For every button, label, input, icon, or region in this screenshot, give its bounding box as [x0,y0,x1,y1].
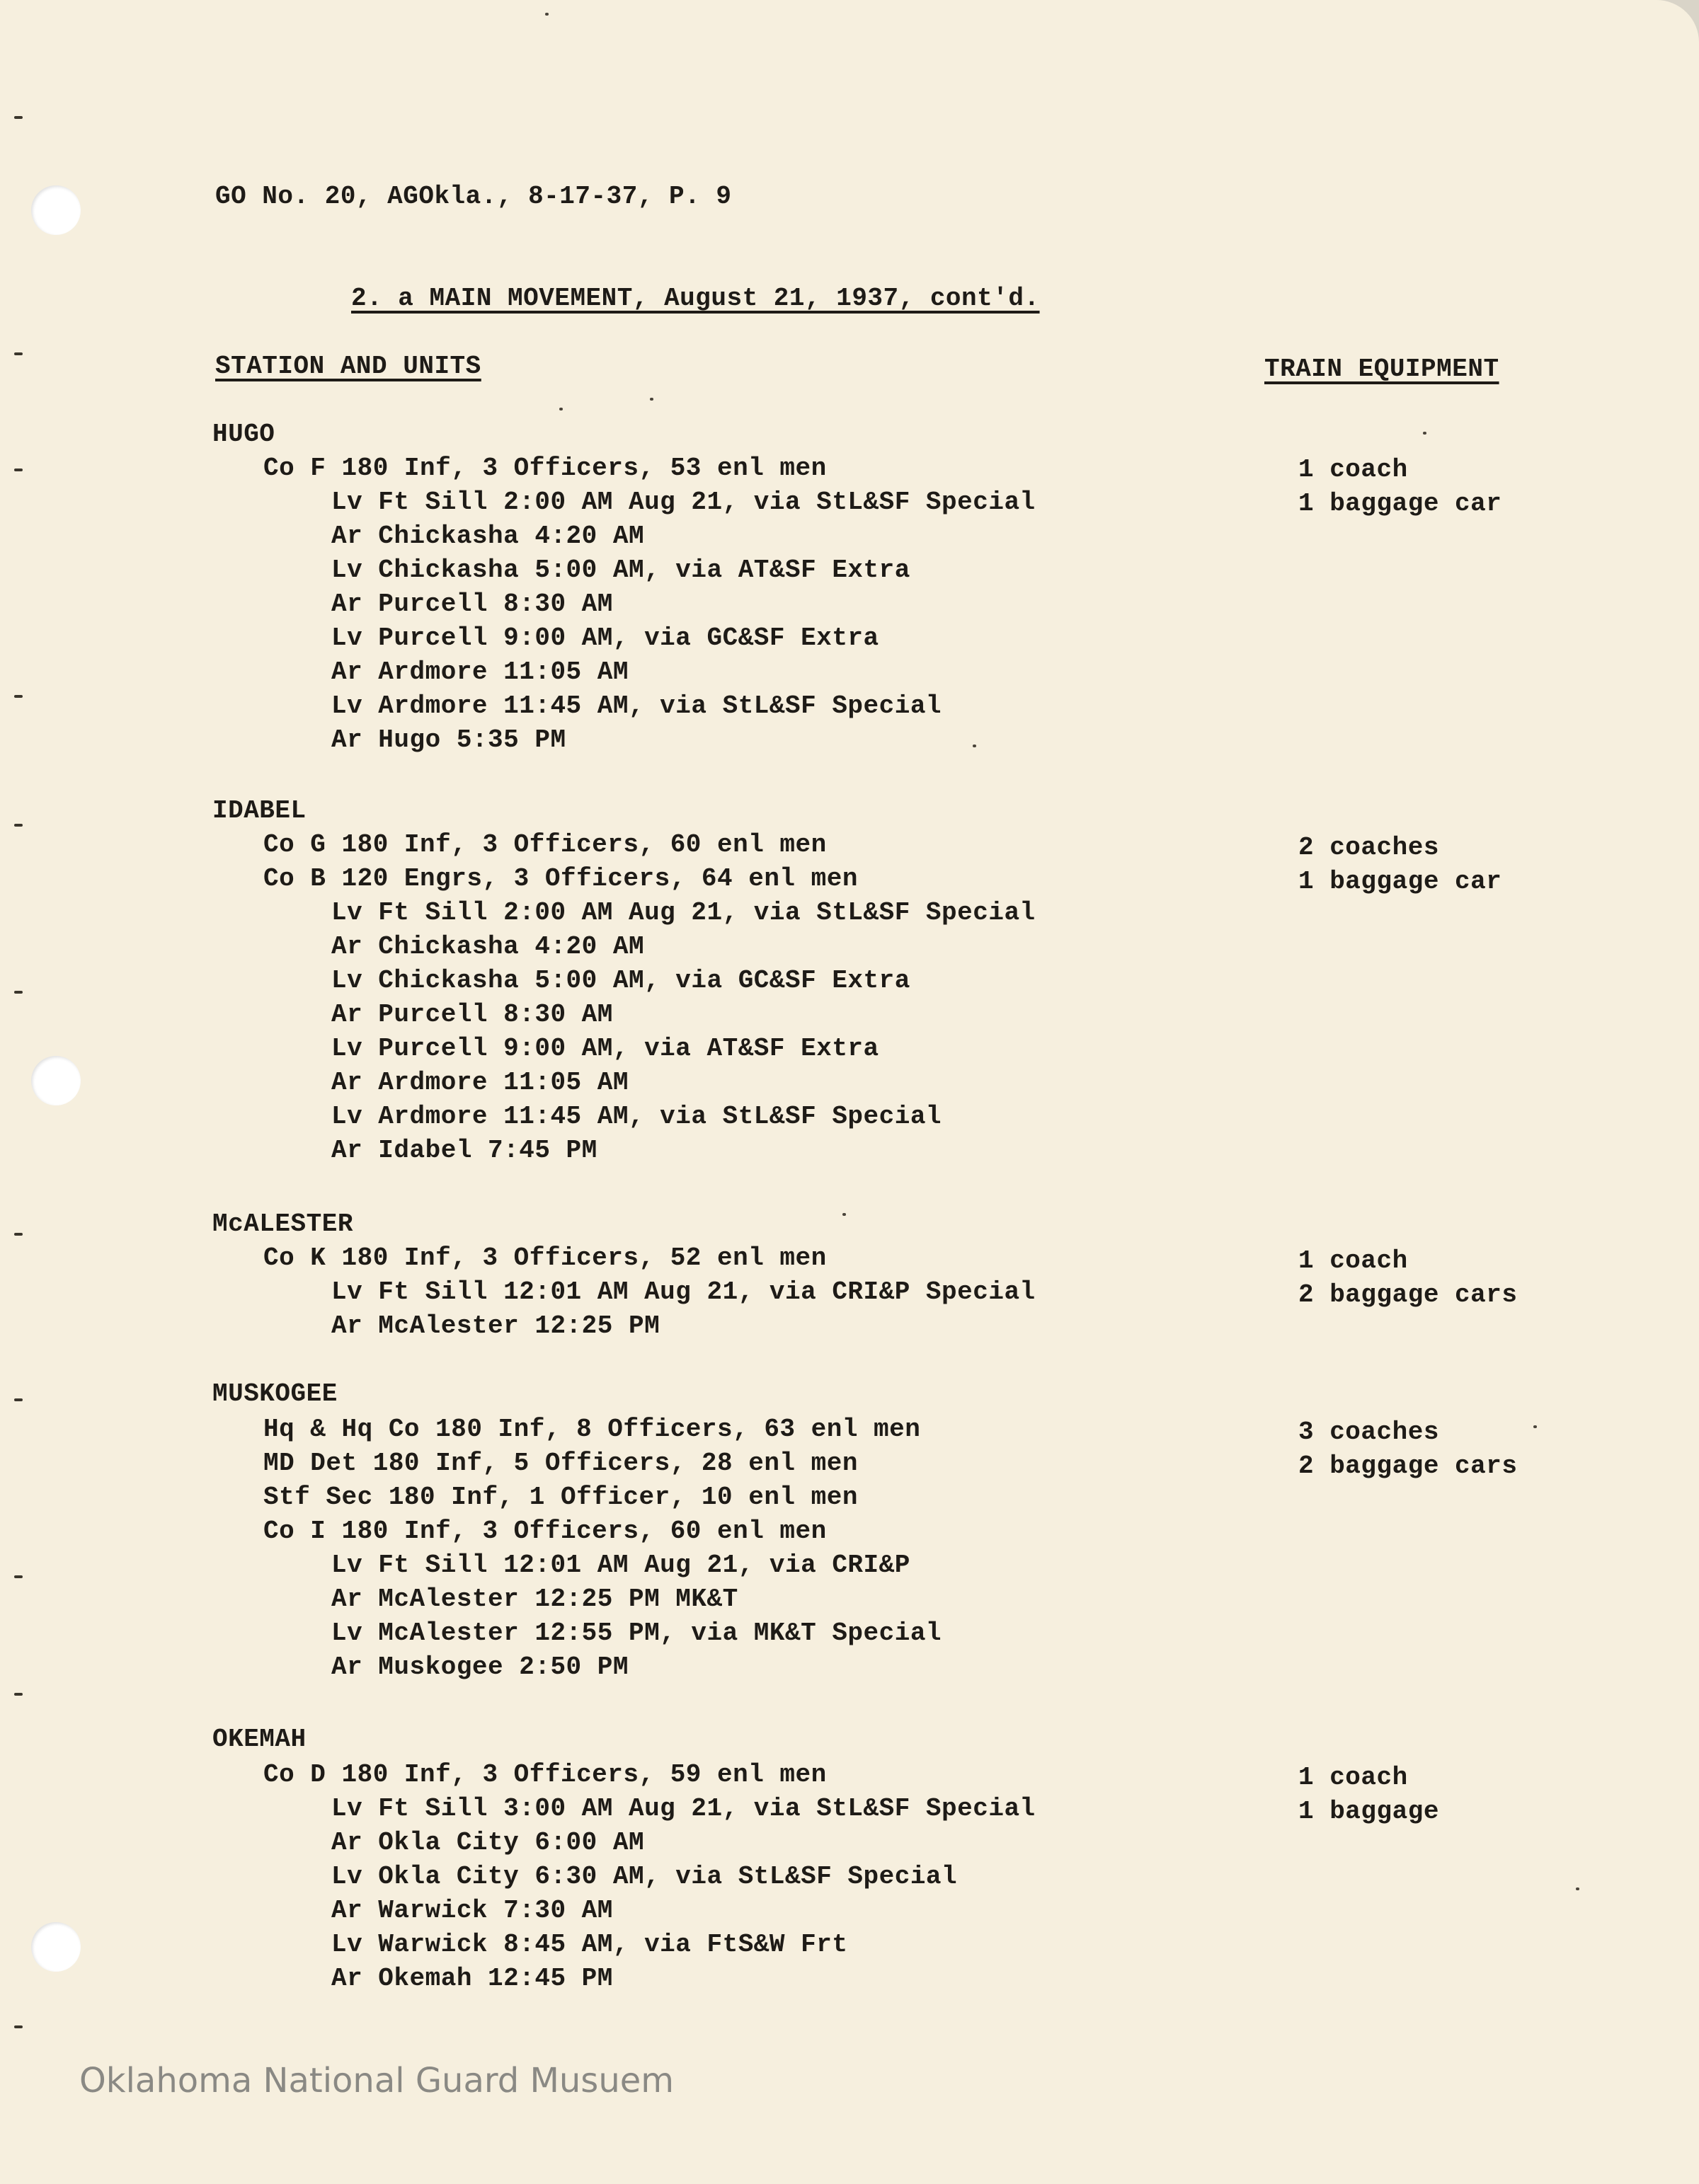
unit-line: Co B 120 Engrs, 3 Officers, 64 enl men [263,864,858,893]
punch-hole [31,1056,81,1105]
station-name: HUGO [212,420,275,449]
equipment-line: 2 coaches [1298,833,1439,862]
equipment-line: 1 coach [1298,455,1408,484]
equipment-line: 1 coach [1298,1246,1408,1275]
unit-line: Co G 180 Inf, 3 Officers, 60 enl men [263,830,827,859]
margin-mark [14,1575,23,1578]
paper-speck [1533,1425,1537,1428]
paper-speck [1423,432,1426,435]
schedule-line: Lv Chickasha 5:00 AM, via GC&SF Extra [331,966,910,995]
schedule-line: Ar Purcell 8:30 AM [331,1000,613,1029]
margin-mark [14,1693,23,1696]
schedule-line: Ar Ardmore 11:05 AM [331,1068,629,1097]
equipment-line: 2 baggage cars [1298,1280,1518,1309]
schedule-line: Lv Ft Sill 12:01 AM Aug 21, via CRI&P Special [331,1277,1036,1306]
paper-speck [650,398,653,401]
equipment-line: 1 coach [1298,1763,1408,1792]
punch-hole [31,1922,81,1972]
equipment-line: 1 baggage car [1298,867,1502,896]
paper-speck [559,408,563,410]
museum-watermark: Oklahoma National Guard Musuem [79,2061,675,2100]
paper-speck [545,13,549,16]
schedule-line: Ar Okemah 12:45 PM [331,1964,613,1993]
paper-speck [1576,1887,1579,1890]
schedule-line: Ar McAlester 12:25 PM MK&T [331,1585,738,1614]
schedule-line: Lv Ardmore 11:45 AM, via StL&SF Special [331,691,942,720]
margin-mark [14,1233,23,1236]
station-name: McALESTER [212,1209,353,1238]
schedule-line: Lv Purcell 9:00 AM, via AT&SF Extra [331,1034,879,1063]
station-name: OKEMAH [212,1725,307,1754]
schedule-line: Lv Purcell 9:00 AM, via GC&SF Extra [331,623,879,653]
paper-speck [842,1213,846,1216]
schedule-line: Lv Okla City 6:30 AM, via StL&SF Special [331,1862,958,1891]
unit-line: Stf Sec 180 Inf, 1 Officer, 10 enl men [263,1483,858,1512]
schedule-line: Ar Idabel 7:45 PM [331,1136,597,1165]
schedule-line: Lv Ft Sill 12:01 AM Aug 21, via CRI&P [331,1551,910,1580]
schedule-line: Ar Okla City 6:00 AM [331,1828,645,1857]
schedule-line: Ar Ardmore 11:05 AM [331,657,629,686]
equipment-line: 2 baggage cars [1298,1452,1518,1481]
unit-line: Co I 180 Inf, 3 Officers, 60 enl men [263,1517,827,1546]
column-header-station-units: STATION AND UNITS [215,352,481,381]
schedule-line: Ar Chickasha 4:20 AM [331,522,645,551]
margin-mark [14,352,23,355]
unit-line: Co K 180 Inf, 3 Officers, 52 enl men [263,1243,827,1272]
schedule-line: Lv Chickasha 5:00 AM, via AT&SF Extra [331,556,910,585]
schedule-line: Lv Warwick 8:45 AM, via FtS&W Frt [331,1930,848,1959]
schedule-line: Lv Ft Sill 3:00 AM Aug 21, via StL&SF Special [331,1794,1036,1823]
equipment-line: 1 baggage car [1298,489,1502,518]
station-name: MUSKOGEE [212,1379,338,1408]
schedule-line: Ar Chickasha 4:20 AM [331,932,645,961]
schedule-line: Lv Ft Sill 2:00 AM Aug 21, via StL&SF Special [331,488,1036,517]
margin-mark [14,116,23,119]
station-name: IDABEL [212,796,307,825]
margin-mark [14,2025,23,2028]
equipment-line: 3 coaches [1298,1418,1439,1447]
unit-line: Hq & Hq Co 180 Inf, 8 Officers, 63 enl men [263,1415,921,1444]
schedule-line: Ar Warwick 7:30 AM [331,1896,613,1925]
punch-hole [31,185,81,235]
schedule-line: Ar Purcell 8:30 AM [331,590,613,619]
unit-line: MD Det 180 Inf, 5 Officers, 28 enl men [263,1449,858,1478]
margin-mark [14,1398,23,1401]
schedule-line: Lv Ft Sill 2:00 AM Aug 21, via StL&SF Special [331,898,1036,927]
margin-mark [14,469,23,471]
document-reference: GO No. 20, AGOkla., 8-17-37, P. 9 [215,182,732,211]
margin-mark [14,991,23,994]
unit-line: Co F 180 Inf, 3 Officers, 53 enl men [263,454,827,483]
equipment-line: 1 baggage [1298,1797,1439,1826]
section-title: 2. a MAIN MOVEMENT, August 21, 1937, cont'd. [351,284,1040,313]
margin-mark [14,824,23,827]
paper-speck [973,745,976,747]
margin-mark [14,695,23,698]
schedule-line: Ar Muskogee 2:50 PM [331,1653,629,1682]
column-header-train-equipment: TRAIN EQUIPMENT [1264,355,1499,384]
schedule-line: Ar Hugo 5:35 PM [331,725,566,754]
unit-line: Co D 180 Inf, 3 Officers, 59 enl men [263,1760,827,1789]
schedule-line: Lv Ardmore 11:45 AM, via StL&SF Special [331,1102,942,1131]
schedule-line: Ar McAlester 12:25 PM [331,1311,660,1340]
schedule-line: Lv McAlester 12:55 PM, via MK&T Special [331,1619,942,1648]
